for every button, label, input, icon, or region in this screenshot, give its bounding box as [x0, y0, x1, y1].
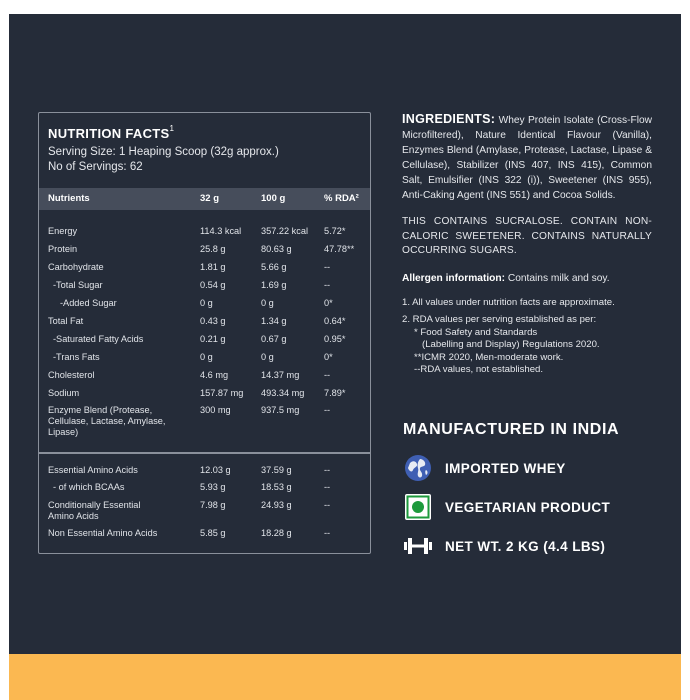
servings-count: No of Servings: 62 — [48, 161, 143, 173]
value-100g: 18.53 g — [261, 482, 292, 492]
footnote-1: 1. All values under nutrition facts are approximate. — [402, 296, 615, 308]
footnote-mark: 1 — [169, 124, 175, 133]
value-rda: 47.78** — [324, 244, 355, 254]
nutrient-name: Energy — [48, 226, 78, 236]
value-rda: -- — [324, 370, 331, 380]
value-32g: 0.21 g — [200, 334, 226, 344]
value-32g: 5.85 g — [200, 528, 226, 538]
value-32g: 0.43 g — [200, 316, 226, 326]
value-rda: -- — [324, 262, 331, 272]
value-100g: 357.22 kcal — [261, 226, 308, 236]
value-rda: -- — [324, 405, 331, 415]
value-100g: 0 g — [261, 298, 274, 308]
value-rda: -- — [324, 465, 331, 475]
nutrient-name: -Trans Fats — [53, 352, 100, 362]
nutrition-facts-title — [48, 126, 174, 141]
value-32g: 157.87 mg — [200, 388, 244, 398]
ingredients-text: Whey Protein Isolate (Cross-Flow Microfiltered), Nature Identical Flavour (Vanilla), Enzymes Blend (Amylase, Protease, Lactase, Lipase & Cellulase), Stabilizer (INS 407, INS 415), Common Salt, Emulsifier (INS 322 (i)), Sweetener (INS 955), Anti-Caking Agent (INS 551) and Cocoa Solids. — [402, 115, 652, 201]
nutrient-name: Sodium — [48, 388, 80, 398]
nutrient-name: -Added Sugar — [60, 298, 117, 308]
nutrient-name: Protein — [48, 244, 78, 254]
info-column — [402, 112, 652, 377]
value-100g: 37.59 g — [261, 465, 292, 475]
allergen-info — [402, 273, 652, 284]
allergen-label: Allergen information: — [402, 272, 506, 284]
table-divider — [39, 452, 370, 454]
value-32g: 300 mg — [200, 405, 231, 415]
value-rda: 0* — [324, 352, 333, 362]
value-100g: 937.5 mg — [261, 405, 300, 415]
nutrient-name: Enzyme Blend (Protease, Cellulase, Lactase, Amylase, Lipase) — [48, 405, 166, 437]
net-weight-badge — [403, 531, 605, 561]
nutrient-name: -Total Sugar — [53, 280, 103, 290]
value-32g: 5.93 g — [200, 482, 226, 492]
value-100g: 14.37 mg — [261, 370, 300, 380]
table-header — [39, 188, 370, 210]
value-rda: 5.72* — [324, 226, 346, 236]
footnotes — [402, 297, 652, 378]
value-rda: 0.64* — [324, 316, 346, 326]
value-rda: 0.95* — [324, 334, 346, 344]
manufactured-in-india: MANUFACTURED IN INDIA — [403, 421, 620, 438]
nutrient-name: Essential Amino Acids — [48, 465, 138, 475]
dumbbell-icon — [403, 531, 433, 561]
nutrient-name: Cholesterol — [48, 370, 95, 380]
nutrition-facts-box — [38, 112, 371, 554]
value-100g: 1.34 g — [261, 316, 287, 326]
value-32g: 25.8 g — [200, 244, 226, 254]
serving-size: Serving Size: 1 Heaping Scoop (32g approx.) — [48, 146, 279, 158]
sucralose-note: THIS CONTAINS SUCRALOSE. CONTAIN NON-CALORIC SWEETENER. CONTAINS NATURALLY OCCURRING SUGARS. — [402, 216, 652, 256]
nutrient-name: -Saturated Fatty Acids — [53, 334, 144, 344]
footnote-2a: * Food Safety and Standards — [414, 326, 538, 338]
value-100g: 5.66 g — [261, 262, 287, 272]
globe-icon — [403, 453, 433, 483]
vegetarian-mark-icon — [403, 492, 433, 522]
value-rda: -- — [324, 500, 331, 510]
value-32g: 4.6 mg — [200, 370, 229, 380]
value-32g: 0 g — [200, 298, 213, 308]
footnote-2d: --RDA values, not established. — [414, 364, 544, 376]
serving-info — [48, 145, 279, 175]
value-100g: 1.69 g — [261, 280, 287, 290]
value-32g: 0 g — [200, 352, 213, 362]
header-32g: 32 g — [200, 193, 220, 204]
accent-band — [9, 654, 681, 700]
nutrient-name: Carbohydrate — [48, 262, 104, 272]
value-rda: -- — [324, 528, 331, 538]
ingredients-heading: INGREDIENTS: — [402, 112, 496, 126]
nutrient-name: Non Essential Amino Acids — [48, 528, 158, 538]
value-100g: 0 g — [261, 352, 274, 362]
nutrient-name: - of which BCAAs — [53, 482, 125, 492]
footnote-2c: **ICMR 2020, Men-moderate work. — [414, 351, 564, 363]
header-rda: % RDA² — [324, 193, 359, 204]
value-100g: 18.28 g — [261, 528, 292, 538]
allergen-text: Contains milk and soy. — [507, 272, 610, 284]
value-32g: 0.54 g — [200, 280, 226, 290]
header-nutrients: Nutrients — [48, 193, 90, 204]
value-rda: 7.89* — [324, 388, 346, 398]
value-32g: 1.81 g — [200, 262, 226, 272]
footnote-2b: (Labelling and Display) Regulations 2020. — [422, 339, 600, 351]
value-32g: 12.03 g — [200, 465, 231, 475]
value-100g: 493.34 mg — [261, 388, 305, 398]
footnote-2: 2. RDA values per serving established as per: — [402, 314, 597, 326]
value-100g: 0.67 g — [261, 334, 287, 344]
badge-label: VEGETARIAN PRODUCT — [445, 499, 611, 515]
badge-label: IMPORTED WHEY — [445, 460, 566, 476]
badge-label: NET WT. 2 KG (4.4 LBS) — [445, 538, 606, 554]
value-rda: 0* — [324, 298, 333, 308]
nutrient-name: Total Fat — [48, 316, 84, 326]
imported-whey-badge — [403, 453, 566, 483]
value-rda: -- — [324, 482, 331, 492]
ingredients-block — [402, 112, 652, 203]
value-100g: 24.93 g — [261, 500, 292, 510]
value-32g: 7.98 g — [200, 500, 226, 510]
nutrition-title-text: NUTRITION FACTS — [48, 126, 170, 141]
value-100g: 80.63 g — [261, 244, 292, 254]
value-rda: -- — [324, 280, 331, 290]
header-100g: 100 g — [261, 193, 286, 204]
vegetarian-badge — [403, 492, 610, 522]
nutrient-name: Conditionally Essential Amino Acids — [48, 500, 141, 521]
value-32g: 114.3 kcal — [200, 226, 242, 236]
